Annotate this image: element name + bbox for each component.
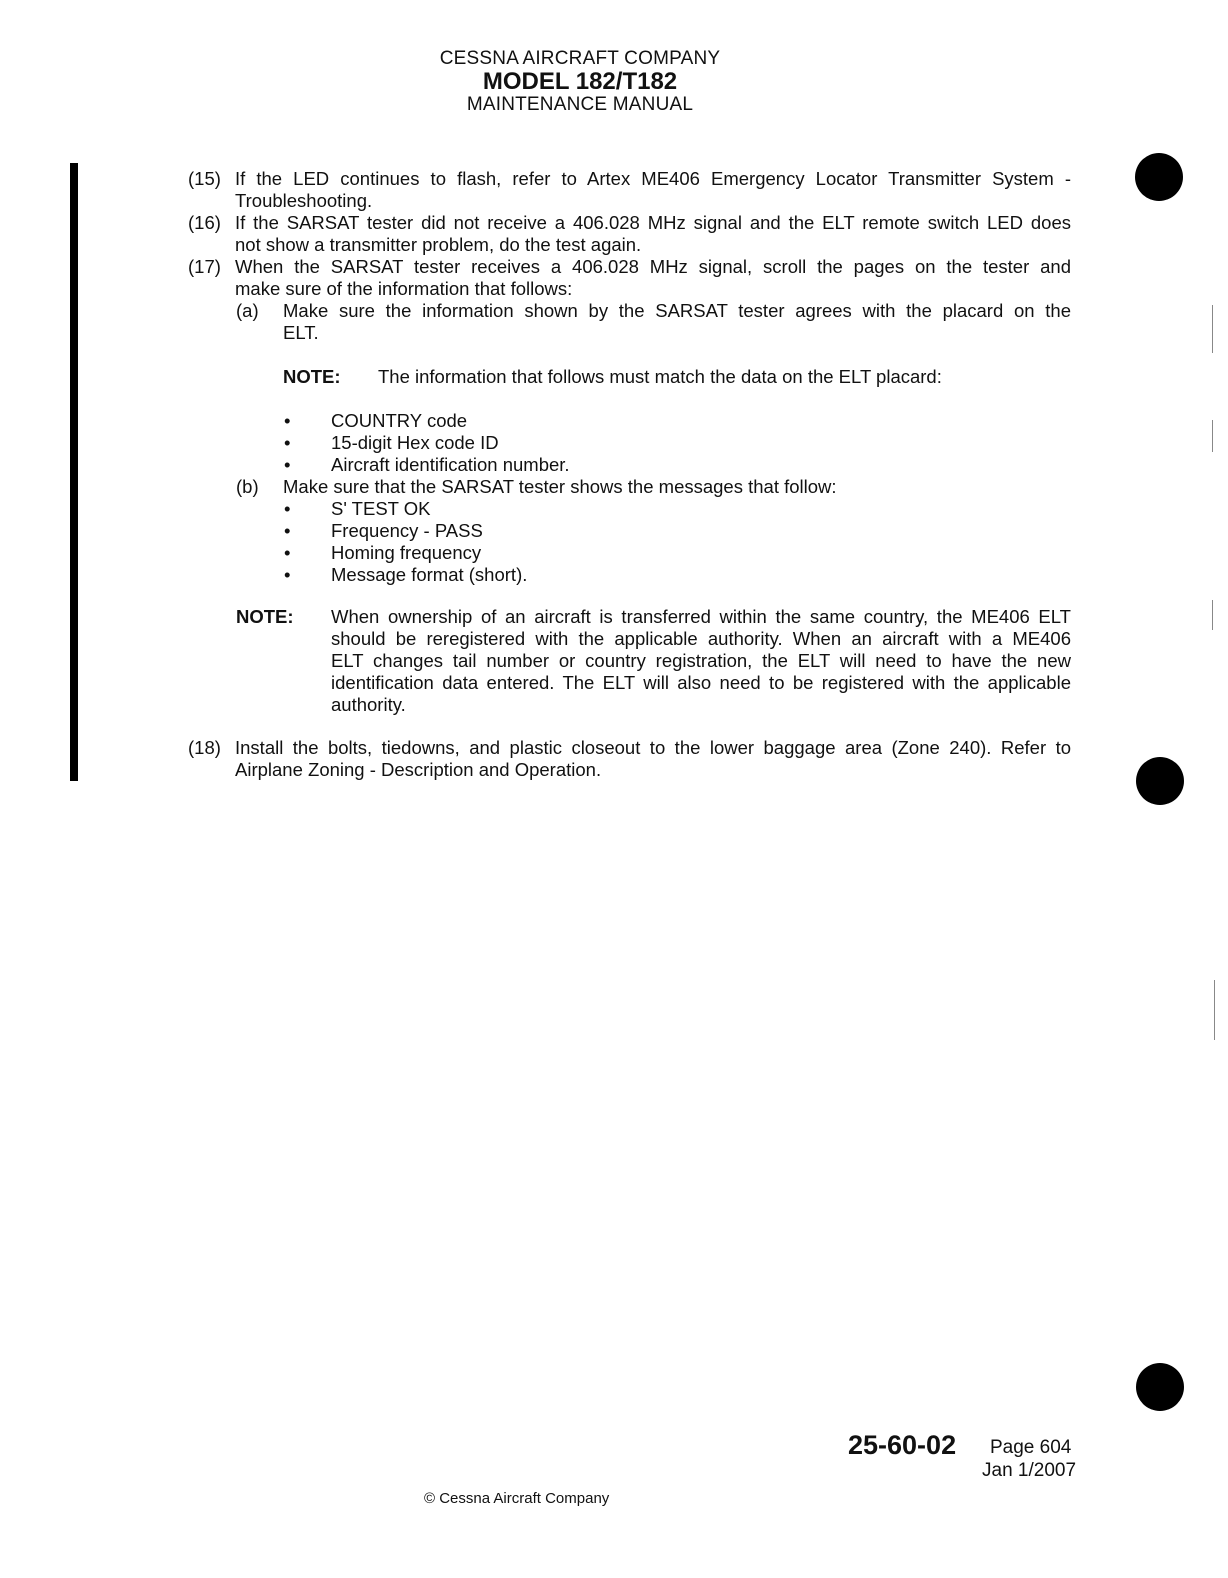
step-number: (18): [188, 737, 221, 758]
note-text: When ownership of an aircraft is transferred within the same country, the ME406 ELT: [331, 606, 1071, 627]
note-label: NOTE:: [283, 366, 341, 387]
list-item: Aircraft identification number.: [331, 454, 570, 475]
list-item: 15-digit Hex code ID: [331, 432, 499, 453]
chapter-section-code: 25-60-02: [848, 1430, 957, 1460]
note-text: The information that follows must match the data on the ELT placard:: [378, 366, 942, 387]
manual-title: MAINTENANCE MANUAL: [466, 94, 694, 115]
bullet: •: [284, 432, 291, 453]
list-item: Message format (short).: [331, 564, 528, 585]
substep-text: Make sure that the SARSAT tester shows the messages that follow:: [283, 476, 837, 497]
note-text: authority.: [331, 694, 406, 715]
list-item: Homing frequency: [331, 542, 482, 563]
list-item: COUNTRY code: [331, 410, 468, 431]
substep-label: (b): [236, 476, 259, 497]
bullet: •: [284, 520, 291, 541]
bullet: •: [284, 410, 291, 431]
binder-hole-top: [1135, 153, 1183, 201]
step-text: When the SARSAT tester receives a 406.028 MHz signal, scroll the pages on the tester and: [235, 256, 1071, 277]
substep-text: ELT.: [283, 322, 319, 343]
copyright-notice: © Cessna Aircraft Company: [424, 1490, 610, 1507]
substep-label: (a): [236, 300, 259, 321]
bullet: •: [284, 564, 291, 585]
step-text: If the LED continues to flash, refer to Artex ME406 Emergency Locator Transmitter System -: [235, 168, 1071, 189]
scan-mark: [1212, 420, 1213, 452]
step-text: Install the bolts, tiedowns, and plastic closeout to the lower baggage area (Zone 240). Refer to: [235, 737, 1071, 758]
note-text: identification data entered. The ELT will also need to be registered with the applicable: [331, 672, 1071, 693]
note-text: should be reregistered with the applicable authority. When an aircraft with a ME406: [331, 628, 1071, 649]
step-text: not show a transmitter problem, do the test again.: [235, 234, 642, 255]
list-item: S' TEST OK: [331, 498, 431, 519]
binder-hole-bottom: [1136, 1363, 1184, 1411]
bullet: •: [284, 498, 291, 519]
note-text: ELT changes tail number or country registration, the ELT will need to have the new: [331, 650, 1071, 671]
substep-text: Make sure the information shown by the SARSAT tester agrees with the placard on the: [283, 300, 1071, 321]
step-text: If the SARSAT tester did not receive a 406.028 MHz signal and the ELT remote switch LED does: [235, 212, 1071, 233]
model-title: MODEL 182/T182: [482, 68, 678, 95]
revision-change-bar: [70, 163, 78, 781]
bullet: •: [284, 542, 291, 563]
step-text: make sure of the information that follows:: [235, 278, 573, 299]
scan-mark: [1212, 305, 1213, 353]
bullet: •: [284, 454, 291, 475]
company-name: CESSNA AIRCRAFT COMPANY: [439, 48, 721, 69]
step-number: (15): [188, 168, 221, 189]
page-number: Page 604: [990, 1437, 1072, 1458]
revision-date: Jan 1/2007: [982, 1460, 1077, 1481]
step-number: (16): [188, 212, 221, 233]
scan-mark: [1212, 600, 1213, 630]
binder-hole-middle: [1136, 757, 1184, 805]
step-text: Troubleshooting.: [235, 190, 373, 211]
document-header: [0, 48, 1160, 116]
step-text: Airplane Zoning - Description and Operation.: [235, 759, 602, 780]
note-label: NOTE:: [236, 606, 294, 627]
scan-mark: [1214, 980, 1215, 1040]
step-number: (17): [188, 256, 221, 277]
list-item: Frequency - PASS: [331, 520, 483, 541]
